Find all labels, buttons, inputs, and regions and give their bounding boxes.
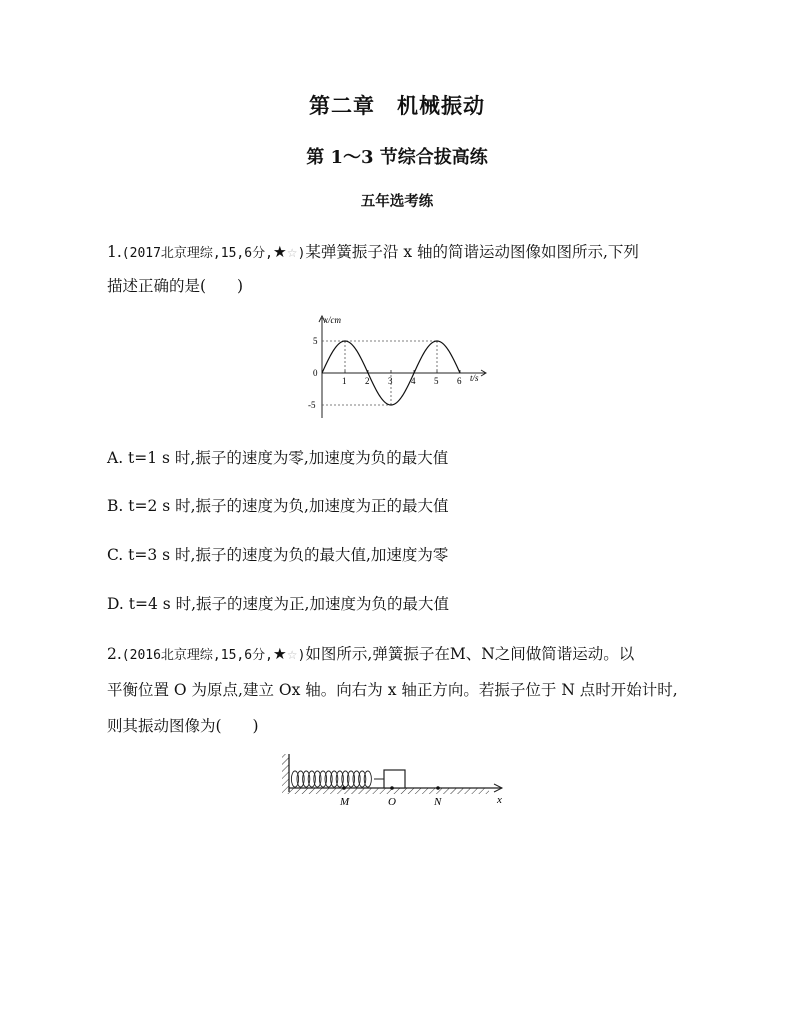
origin-label: 0 bbox=[313, 368, 318, 378]
question-1-text-line-1: 某弹簧振子沿 x 轴的简谐运动图像如图所示,下列 bbox=[305, 243, 639, 261]
x-tick-label: 4 bbox=[411, 376, 416, 386]
option-a[interactable]: A. t=1 s 时,振子的速度为零,加速度为负的最大值 bbox=[107, 449, 449, 467]
spring-coil bbox=[364, 771, 371, 787]
y-tick-label: -5 bbox=[308, 400, 316, 410]
y-tick-label: 5 bbox=[313, 336, 318, 346]
point-m-marker bbox=[342, 786, 346, 790]
point-o-marker bbox=[390, 786, 394, 790]
x-tick-label: 5 bbox=[434, 376, 439, 386]
spring-oscillator-figure bbox=[280, 752, 520, 808]
spring-coil bbox=[297, 771, 304, 787]
section-title: 第 1～3 节综合拔高练 bbox=[306, 147, 488, 168]
difficulty-star-icon: ★ bbox=[272, 645, 287, 663]
question-2-source: (2016北京理综,15,6分, bbox=[121, 648, 273, 663]
spring-coil bbox=[331, 771, 338, 787]
subsection-title: 五年选考练 bbox=[360, 193, 434, 210]
spring-coils bbox=[291, 771, 371, 787]
chapter-title: 第二章 机械振动 bbox=[309, 93, 485, 118]
question-1-text-line-2: 描述正确的是( ) bbox=[107, 277, 244, 295]
question-1-source-close: ) bbox=[297, 246, 306, 261]
question-2-text-line-3: 则其振动图像为( ) bbox=[107, 717, 259, 735]
question-1-number: 1. bbox=[107, 243, 122, 261]
question-2-number: 2. bbox=[107, 645, 122, 663]
question-1-stem bbox=[107, 240, 639, 262]
question-1-source: (2017北京理综,15,6分, bbox=[121, 246, 273, 261]
difficulty-star-outline-icon: ☆ bbox=[286, 246, 298, 260]
difficulty-star-outline-icon: ☆ bbox=[286, 648, 298, 662]
label-x: x bbox=[497, 794, 502, 806]
spring-coil bbox=[342, 771, 349, 787]
spring-coil bbox=[325, 771, 332, 787]
spring-coil bbox=[291, 771, 298, 787]
oscillator-block bbox=[384, 770, 405, 788]
option-b[interactable]: B. t=2 s 时,振子的速度为负,加速度为正的最大值 bbox=[107, 497, 449, 515]
spring-coil bbox=[303, 771, 310, 787]
spring-coil bbox=[314, 771, 321, 787]
question-2-source-close: ) bbox=[297, 648, 306, 663]
point-n-marker bbox=[436, 786, 440, 790]
y-axis-label: x/cm bbox=[324, 315, 341, 325]
x-axis-label: t/s bbox=[470, 373, 479, 383]
spring-coil bbox=[308, 771, 315, 787]
chart-axes bbox=[319, 316, 486, 418]
x-tick-label: 3 bbox=[388, 376, 393, 386]
spring-coil bbox=[359, 771, 366, 787]
spring-coil bbox=[353, 771, 360, 787]
question-2-text-line-2: 平衡位置 O 为原点,建立 Ox 轴。向右为 x 轴正方向。若振子位于 N 点时开始计时, bbox=[107, 681, 678, 699]
spring-coil bbox=[319, 771, 326, 787]
x-tick-label: 1 bbox=[342, 376, 347, 386]
spring-coil bbox=[336, 771, 343, 787]
difficulty-star-icon: ★ bbox=[272, 243, 287, 261]
oscillation-graph bbox=[295, 312, 495, 420]
option-c[interactable]: C. t=3 s 时,振子的速度为负的最大值,加速度为零 bbox=[107, 546, 449, 564]
label-m: M bbox=[340, 796, 350, 808]
label-o: O bbox=[388, 796, 396, 808]
chart-labels bbox=[308, 315, 479, 410]
spring-coil bbox=[347, 771, 354, 787]
floor-hatch bbox=[289, 788, 489, 794]
question-2-text-line-1: 如图所示,弹簧振子在M、N之间做简谐运动。以 bbox=[305, 645, 635, 663]
question-2-stem bbox=[107, 642, 634, 664]
option-d[interactable]: D. t=4 s 时,振子的速度为正,加速度为负的最大值 bbox=[107, 595, 449, 613]
wall-hatch bbox=[282, 754, 289, 794]
x-tick-label: 6 bbox=[457, 376, 462, 386]
label-n: N bbox=[434, 796, 442, 808]
x-tick-label: 2 bbox=[365, 376, 370, 386]
